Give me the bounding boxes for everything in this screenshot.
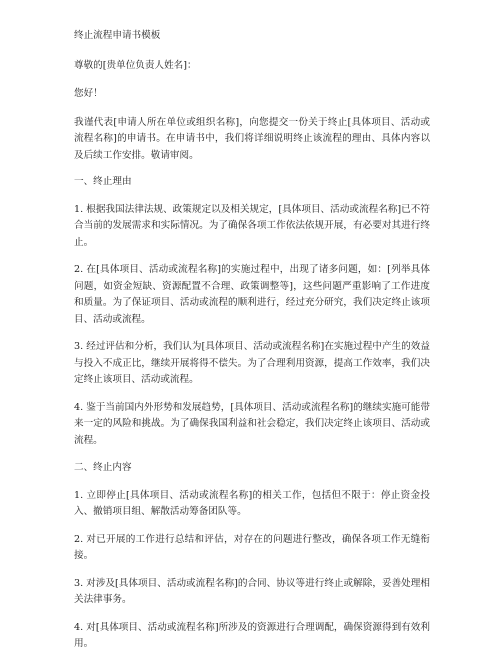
- reason-item-4: 4. 鉴于当前国内外形势和发展趋势，[具体项目、活动或流程名称]的继续实施可能带来一定的风险和挑战。为了确保我国利益和社会稳定，我们决定终止该项目、活动或流程。: [74, 401, 430, 446]
- document-page: [74, 28, 430, 664]
- document-title: 终止流程申请书模板: [74, 30, 161, 41]
- content-item-2: 2. 对已开展的工作进行总结和评估，对存在的问题进行整改，确保各项工作无缝衔接。: [74, 533, 430, 561]
- reason-item-2: 2. 在[具体项目、活动或流程名称]的实施过程中，出现了诸多问题，如：[列举具体问题，如资金短缺、资源配置不合理、政策调整等]，这些问题严重影响了工作进度和质量。为了保证项目、活动或流程的顺利进行，经过充分研究，我们决定终止该项目、活动或流程。: [74, 264, 430, 325]
- salutation: 尊敬的[贵单位负责人姓名]：: [74, 59, 197, 71]
- section-heading-reasons: 一、终止理由: [74, 176, 132, 187]
- reason-item-1: 1. 根据我国法律法规、政策规定以及相关规定，[具体项目、活动或流程名称]已不符合当前的发展需求和实际情况。为了确保各项工作依法依规开展，有必要对其进行终止。: [74, 203, 430, 248]
- intro-paragraph: 我谨代表[申请人所在单位或组织名称]，向您提交一份关于终止[具体项目、活动或流程名称]的申请书。在申请书中，我们将详细说明终止该流程的理由、具体内容以及后续工作安排。敬请审阅。: [74, 116, 430, 161]
- reason-item-3: 3. 经过评估和分析，我们认为[具体项目、活动或流程名称]在实施过程中产生的效益与投入不成正比，继续开展将得不偿失。为了合理利用资源，提高工作效率，我们决定终止该项目、活动或流程。: [74, 341, 430, 385]
- section-heading-content: 二、终止内容: [74, 462, 132, 473]
- content-item-3: 3. 对涉及[具体项目、活动或流程名称]的合同、协议等进行终止或解除，妥善处理相关法律事务。: [74, 577, 430, 605]
- content-item-4: 4. 对[具体项目、活动或流程名称]所涉及的资源进行合理调配，确保资源得到有效利用。: [74, 621, 430, 649]
- greeting: 您好！: [74, 88, 103, 99]
- content-item-1: 1. 立即停止[具体项目、活动或流程名称]的相关工作，包括但不限于：停止资金投入、撤销项目组、解散活动筹备团队等。: [74, 489, 430, 517]
